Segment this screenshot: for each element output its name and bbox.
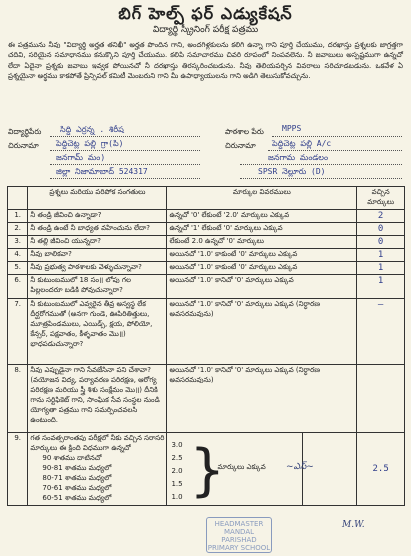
school-name-line xyxy=(272,136,402,137)
school-name-value: MPPS xyxy=(282,124,302,133)
address-line-1 xyxy=(50,150,200,151)
grade-question-text: గత సంవత్సరాంతపు పరీక్షలో నీకు వచ్చిన సరాసరి మార్కులు ఈ క్రింది విధముగా ఉన్నచో xyxy=(30,434,165,452)
school-address-value-1: పెద్దిచెట్ల పల్లి A/c xyxy=(272,139,332,148)
questions-table xyxy=(7,186,405,506)
row-rule: ఉన్నచో '1' లేకుంటే '0' మార్కులు ఎక్కువ xyxy=(167,223,357,236)
address-value-1: పెద్దిచెట్ల పల్లి గ్రా(పి) xyxy=(56,139,124,148)
table-row xyxy=(8,365,405,433)
grade-range: 80-71 శాతము మధ్యలో xyxy=(42,474,112,482)
grade-range: 90 శాతము దాటినచో xyxy=(42,454,102,462)
row-rule: అయినచో '1.0' కానిచో '0' మార్కులు ఎక్కువ (నిర్ధారణ అవసరమవును) xyxy=(167,299,357,365)
row-number: 3. xyxy=(8,236,28,249)
table-row xyxy=(8,223,405,236)
header-no xyxy=(8,187,28,210)
grade-range: 60-51 శాతము మధ్యలో xyxy=(42,494,112,502)
address-value-3: జిల్లా నిజామాబాద్ 524317 xyxy=(56,167,148,176)
table-row xyxy=(8,262,405,275)
table-row xyxy=(8,433,405,506)
school-address-line-3 xyxy=(240,178,402,179)
row-rule: ఉన్నచో '0' లేకుంటే '2.0' మార్కులు ఎక్కువ xyxy=(167,210,357,223)
row-number: 7. xyxy=(8,299,28,365)
table-header-row xyxy=(8,187,405,210)
row-number: 1. xyxy=(8,210,28,223)
row-question: నీ తండ్రి ఉంటే నీ బాధ్యత వహించును లేదా? xyxy=(28,223,167,236)
student-name-line xyxy=(50,136,200,137)
row-number: 8. xyxy=(8,365,28,433)
row-mark xyxy=(357,433,405,506)
grade-score: 1.0 xyxy=(171,493,183,501)
address-label: చిరునామా xyxy=(8,141,39,150)
address-value-2: జనగామ్ మం) xyxy=(56,153,106,162)
grade-mark-value: 2.5 xyxy=(372,464,389,474)
form-title: బిగ్ హెల్ప్ ఫర్ ఎడ్యుకేషన్ xyxy=(118,4,293,23)
grade-score: 2.5 xyxy=(171,454,183,462)
grade-score: 1.5 xyxy=(171,480,183,488)
row-rule: అయినచో '1.0' కాకుంటే '0' మార్కులు ఎక్కువ xyxy=(167,262,357,275)
row-question: నీ తండ్రి జీవించి ఉన్నాడా? xyxy=(28,210,167,223)
stamp-line-2: MANDAL PARISHAD xyxy=(221,528,257,544)
school-address-line-2 xyxy=(240,164,402,165)
header-questions: ప్రశ్నలు మరియు పరిపోక సంగతులు xyxy=(28,187,167,210)
row-mark: 0 xyxy=(357,223,405,236)
form-subtitle: విద్యార్థి స్క్రీనింగ్ పరీక్ష పత్రము xyxy=(152,25,259,35)
address-line-3 xyxy=(50,178,200,179)
address-line-2 xyxy=(50,164,200,165)
table-row xyxy=(8,299,405,365)
school-address-value-2: జనగామ మండలం xyxy=(268,153,329,162)
row-question: నీ కుటుంబములో 18 సం॥ లోపు గల పిల్లలందరూ బడికి పోవుచున్నారా? xyxy=(28,275,167,299)
grade-range: 90-81 శాతము మధ్యలో xyxy=(42,464,112,472)
row-number: 4. xyxy=(8,249,28,262)
grade-score: 2.0 xyxy=(171,467,183,475)
row-question: నీవు బాలికవా? xyxy=(28,249,167,262)
table-row xyxy=(8,236,405,249)
instructions-paragraph: ఈ పత్రమును నీవు "విద్యార్థి అర్హత తనిఖీ" అర్హత పొందిన గాని, అందగిళ్లకులను కలిగి ఉన్నా గాని పూర్తి చేయుము, దరఖాస్తు ప్రశ్నలకు జాగ్రత్తగా చదివి, సరియైన సమాధానము కనుక్కొని పూర్తి చేయుము. కలిపి సమాచారము చివరి రూపంలో నింపవలెను. నీ జవాబులు అస్పష్టముగా ఉన్నచో లేదా ఏదైనా ప్రశ్నకు జవాబు ఇవ్వక పోయినచో నీ దరఖాస్తు తిరస్కరించబడును. నీవు తెలియపర్చిన వివరాలు సరిచూడబడును. ఒకవేళ ఏ ప్రశ్నయైనా అర్థము కాకపోతే ప్రిన్సిపల్ కమిటీ మెంబరుని గాని మీ ఉపాధ్యాయులను గాని అడిగి తెలుసుకోవచ్చును. xyxy=(8,41,403,81)
row-mark: 2 xyxy=(357,210,405,223)
stamp-line-1: HEADMASTER xyxy=(214,520,264,528)
header-marks-obtained: వచ్చిన మార్కులు xyxy=(357,187,405,210)
student-name-label: విద్యార్థిపేరు xyxy=(8,127,42,136)
student-name-value: సిద్ది ఎర్రన్న . శిరీష xyxy=(60,125,124,134)
row-question: నీ తల్లి జీవించి యున్నదా? xyxy=(28,236,167,249)
row-number: 6. xyxy=(8,275,28,299)
school-name-label: పాఠశాల పేరు xyxy=(225,127,264,136)
grade-brace: } xyxy=(189,438,226,503)
row-rule: అయినచో '1.0' కాకుంటే '0' మార్కులు ఎక్కువ xyxy=(167,249,357,262)
grade-score: 3.0 xyxy=(171,441,183,449)
school-address-line-1 xyxy=(268,150,402,151)
row-question: నీ కుటుంబములో ఎవ్వరైన తీవ్ర అస్వస్థ లేక దీర్ఘరోగముతో (అనగా గుండె, ఊపిరితిత్తులు, మూత్రపిండములు, ఎయిడ్స్, క్షయ, పోలియో, కేన్సర్, పక్షవాతం, కీళ్ళవాతం మొ॥) భాధపడుచున్నారా? xyxy=(28,299,167,365)
signature-scribble: ~ఎస్~ xyxy=(286,462,314,472)
school-address-label: చిరునామా xyxy=(225,141,256,150)
table-row xyxy=(8,210,405,223)
table-row xyxy=(8,275,405,299)
row-mark: 1 xyxy=(357,275,405,299)
row-question: నీవు ఎప్పుడైనా గాని సేవజేసినా పని చేశావా? (వయోజన విద్య, పర్యావరణ పరిరక్షణ, ఆరోగ్య పరిరక్షణ మరియు స్త్రీ శిశు సంక్షేమం మొ॥) దీనికి గాను సర్టిఫికెట్ గాని, సాంఘిక సేవ సంస్థల నుండి యోగ్యతా పత్రము గాని సమర్పించవలసి ఉంటుంది. xyxy=(28,365,167,433)
stamp-line-3: PRIMARY SCHOOL xyxy=(207,544,271,552)
grade-scores-cell xyxy=(167,433,303,506)
row-mark: — xyxy=(357,299,405,365)
row-mark: 0 xyxy=(357,236,405,249)
grade-rule-text: మార్కులు ఎక్కువ xyxy=(217,463,266,471)
row-number: 2. xyxy=(8,223,28,236)
signature-headmaster: M.W. xyxy=(342,520,365,530)
row-mark: 1 xyxy=(357,262,405,275)
row-rule: అయినచో '1.0' కానిచో '0' మార్కులు ఎక్కువ xyxy=(167,275,357,299)
row-number: 5. xyxy=(8,262,28,275)
row-question: నీవు ప్రభుత్వ పాఠశాలకు వెళ్ళుచున్నావా? xyxy=(28,262,167,275)
table-row xyxy=(8,249,405,262)
school-address-value-3: SPSR నెల్లూరు (D) xyxy=(258,167,326,176)
header-marks-details: మార్కుల వివరములు xyxy=(167,187,357,210)
headmaster-stamp xyxy=(206,517,272,553)
row-question xyxy=(28,433,167,506)
grade-range: 70-61 శాతము మధ్యలో xyxy=(42,484,112,492)
row-mark xyxy=(357,365,405,433)
row-rule: అయినచో '1.0' కానిచో '0' మార్కులు ఎక్కువ (నిర్ధారణ అవసరమవును) xyxy=(167,365,357,433)
row-rule: లేకుంటే 2.0 ఉన్నచో '0' మార్కులు xyxy=(167,236,357,249)
row-number: 9. xyxy=(8,433,28,506)
row-mark: 1 xyxy=(357,249,405,262)
